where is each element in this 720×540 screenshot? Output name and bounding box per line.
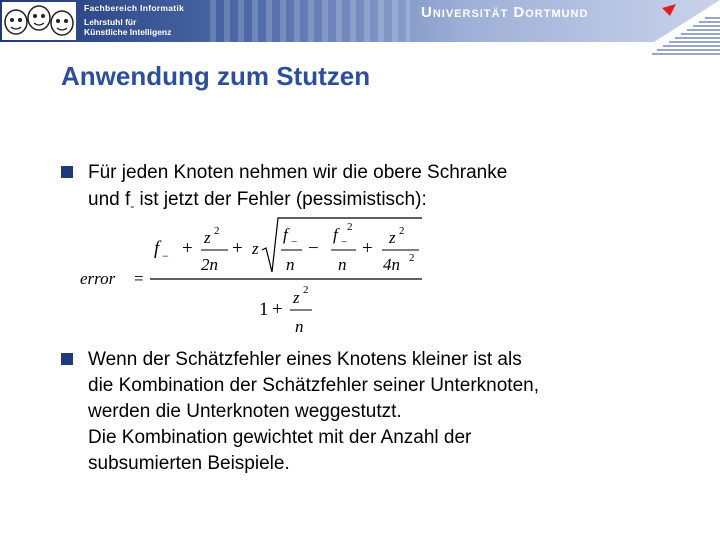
bullet2-line1: Wenn der Schätzfehler eines Knotens kleiner ist als: [88, 349, 522, 370]
formula-z4-sq: 2: [303, 284, 309, 296]
formula-f3: f: [333, 225, 338, 244]
formula-plus4: +: [272, 299, 283, 320]
formula-z4: z: [293, 288, 300, 307]
ki-logo-icon: [2, 2, 76, 40]
formula-fminus1: −: [162, 249, 169, 263]
formula-n1: n: [286, 255, 295, 274]
bullet1-line2-sub: -: [130, 198, 135, 213]
bullet-icon: [61, 166, 73, 178]
chair-label-1: Lehrstuhl für: [84, 17, 137, 27]
bullet1-line1: Für jeden Knoten nehmen wir die obere Schranke: [88, 162, 508, 183]
slide-title: Anwendung zum Stutzen: [61, 61, 371, 91]
bullet1-line2-post: ist jetzt der Fehler (pessimistisch):: [134, 189, 427, 210]
header-banner: [0, 0, 720, 42]
error-formula: [76, 214, 436, 340]
formula-z3: z: [389, 228, 396, 247]
header-stripes: [210, 0, 410, 42]
formula-plus3: +: [362, 238, 373, 259]
formula-2n: 2n: [201, 255, 218, 274]
university-name: Universität Dortmund: [421, 4, 589, 21]
formula-f1: f: [154, 238, 160, 259]
formula-one: 1: [259, 299, 269, 320]
formula-eq: =: [134, 269, 144, 288]
formula-z1: z: [204, 228, 211, 247]
bullet2-line3: werden die Unterknoten weggestutzt.: [88, 401, 402, 422]
chair-label-2: Künstliche Intelligenz: [84, 27, 172, 37]
formula-fminus2: −: [291, 236, 298, 248]
bullet2-line4: Die Kombination gewichtet mit der Anzahl der: [88, 427, 472, 448]
formula-z1-sq: 2: [214, 225, 220, 237]
formula-plus1: +: [182, 238, 193, 259]
formula-plus2: +: [232, 238, 243, 259]
formula-f2: f: [283, 225, 288, 244]
formula-z2: z: [252, 239, 259, 258]
bullet2-line5: subsumierten Beispiele.: [88, 453, 290, 474]
formula-f3-sq: 2: [347, 221, 353, 233]
bullet2-line2: die Kombination der Schätzfehler seiner Unterknoten,: [88, 375, 539, 396]
bullet-icon: [61, 353, 73, 365]
formula-fminus3: −: [341, 236, 348, 248]
formula-n3: n: [295, 317, 304, 336]
formula-4n: 4n: [383, 255, 400, 274]
bullet1-line2-pre: und f: [88, 189, 131, 210]
formula-n2: n: [338, 255, 347, 274]
faculty-label: Fachbereich Informatik: [84, 3, 185, 13]
formula-4n-sq: 2: [409, 252, 415, 264]
formula-minus: −: [308, 238, 319, 259]
formula-error: error: [80, 269, 116, 288]
university-emblem-icon: [632, 0, 720, 56]
formula-z3-sq: 2: [399, 225, 405, 237]
